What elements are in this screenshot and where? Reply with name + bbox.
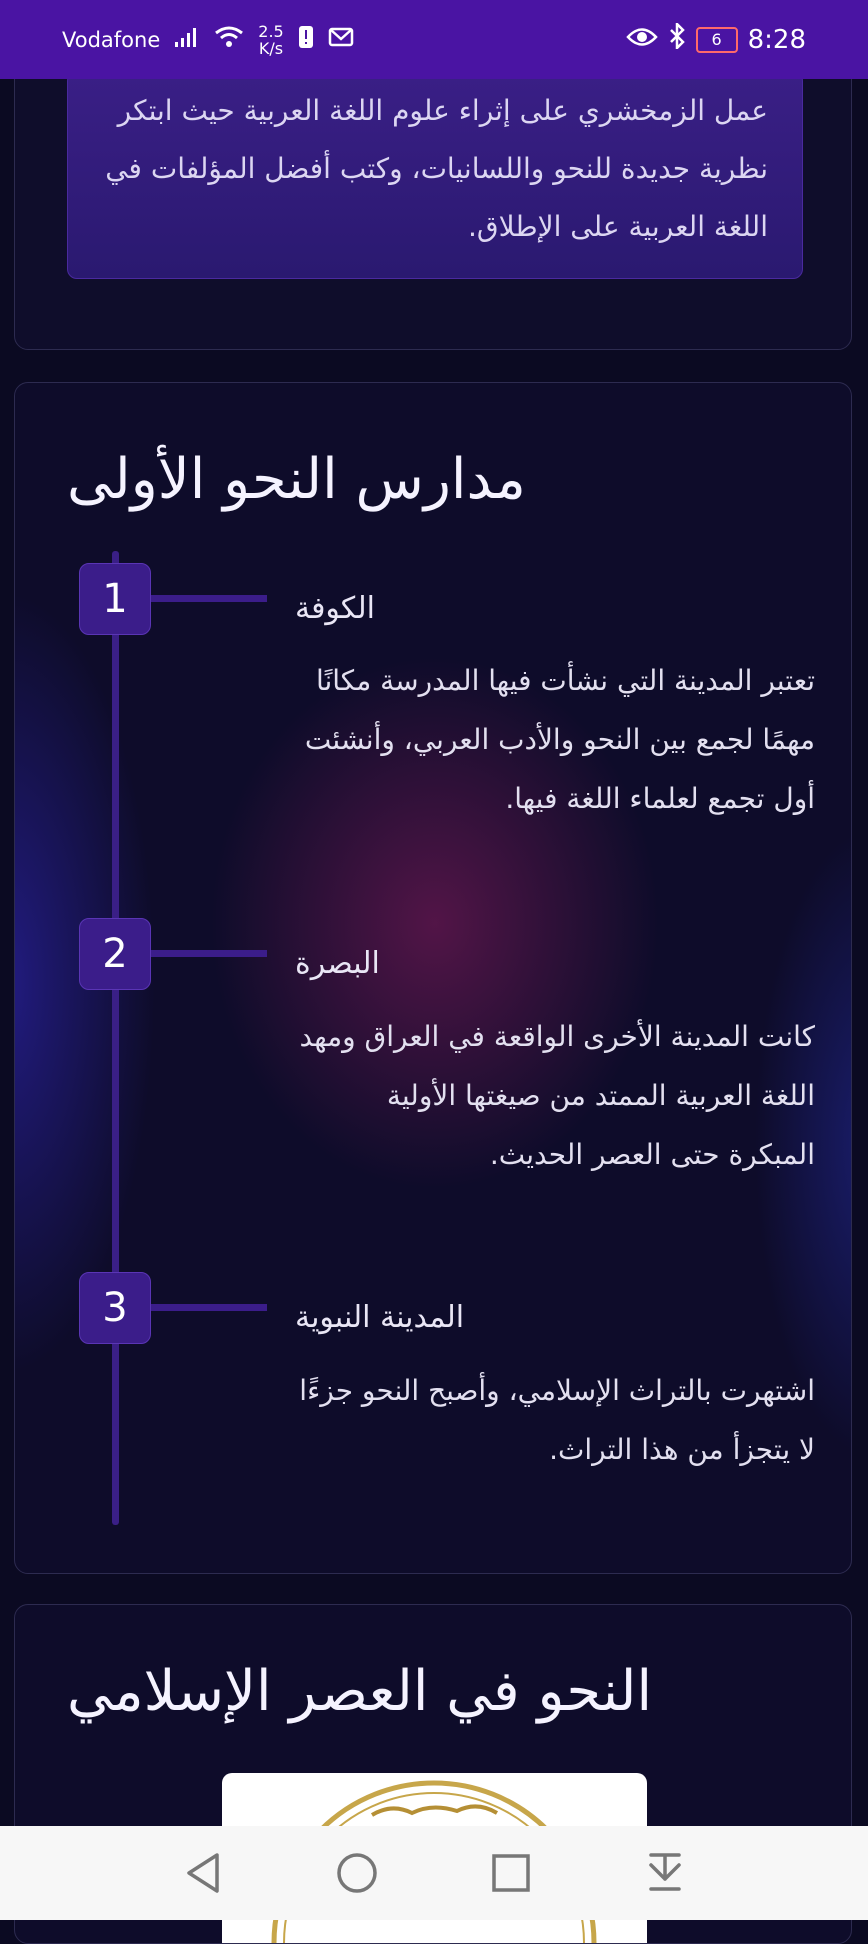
- battery-level: 6: [711, 30, 722, 49]
- battery-icon: [696, 27, 738, 53]
- wifi-icon: [214, 25, 244, 54]
- bluetooth-icon: [668, 23, 686, 56]
- net-speed: [258, 23, 283, 57]
- step-text-2: كانت المدينة الأخرى الواقعة في العراق ومهد اللغة العربية الممتد من صيغتها الأولية المبكرة حتى العصر الحديث.: [299, 1020, 815, 1171]
- step-text-3: اشتهرت بالتراث الإسلامي، وأصبح النحو جزءًا لا يتجزأ من هذا التراث.: [299, 1374, 815, 1466]
- recents-icon[interactable]: [482, 1844, 540, 1902]
- mail-icon: [328, 27, 354, 52]
- step-connector: [151, 950, 267, 957]
- step-title-2: البصرة: [295, 946, 380, 981]
- step-number-2: 2: [79, 918, 151, 990]
- status-right: [626, 0, 806, 79]
- status-left: [62, 0, 354, 79]
- download-icon[interactable]: [636, 1844, 694, 1902]
- step-connector: [151, 595, 267, 602]
- home-icon[interactable]: [328, 1844, 386, 1902]
- schools-card: [14, 382, 852, 1574]
- net-speed-unit: K/s: [258, 38, 284, 58]
- section-title: مدارس النحو الأولى: [67, 447, 526, 512]
- alert-icon: [298, 25, 314, 54]
- step-text-1: تعتبر المدينة التي نشأت فيها المدرسة مكانًا مهمًا لجمع بين النحو والأدب العربي، وأنشئت أول تجمع لعلماء اللغة فيها.: [304, 664, 815, 815]
- step-title-1: الكوفة: [295, 591, 375, 626]
- eye-icon: [626, 25, 658, 55]
- signal-icon: [174, 26, 200, 53]
- net-speed-value: 2.5: [258, 21, 284, 41]
- quote-box: [67, 71, 803, 279]
- carrier-label: Vodafone: [62, 27, 161, 52]
- step-number-1: 1: [79, 563, 151, 635]
- step-title-3: المدينة النبوية: [295, 1300, 465, 1335]
- quote-text: عمل الزمخشري على إثراء علوم اللغة العربية حيث ابتكر نظرية جديدة للنحو واللسانيات، وكتب أفضل المؤلفات في اللغة العربية على الإطلاق.: [105, 94, 768, 243]
- section-title: النحو في العصر الإسلامي: [67, 1659, 653, 1724]
- timeline-line: [112, 551, 119, 1525]
- navigation-bar: [0, 1826, 868, 1920]
- step-number-3: 3: [79, 1272, 151, 1344]
- back-icon[interactable]: [174, 1844, 232, 1902]
- status-bar: [0, 0, 868, 79]
- step-connector: [151, 1304, 267, 1311]
- clock: 8:28: [747, 24, 806, 55]
